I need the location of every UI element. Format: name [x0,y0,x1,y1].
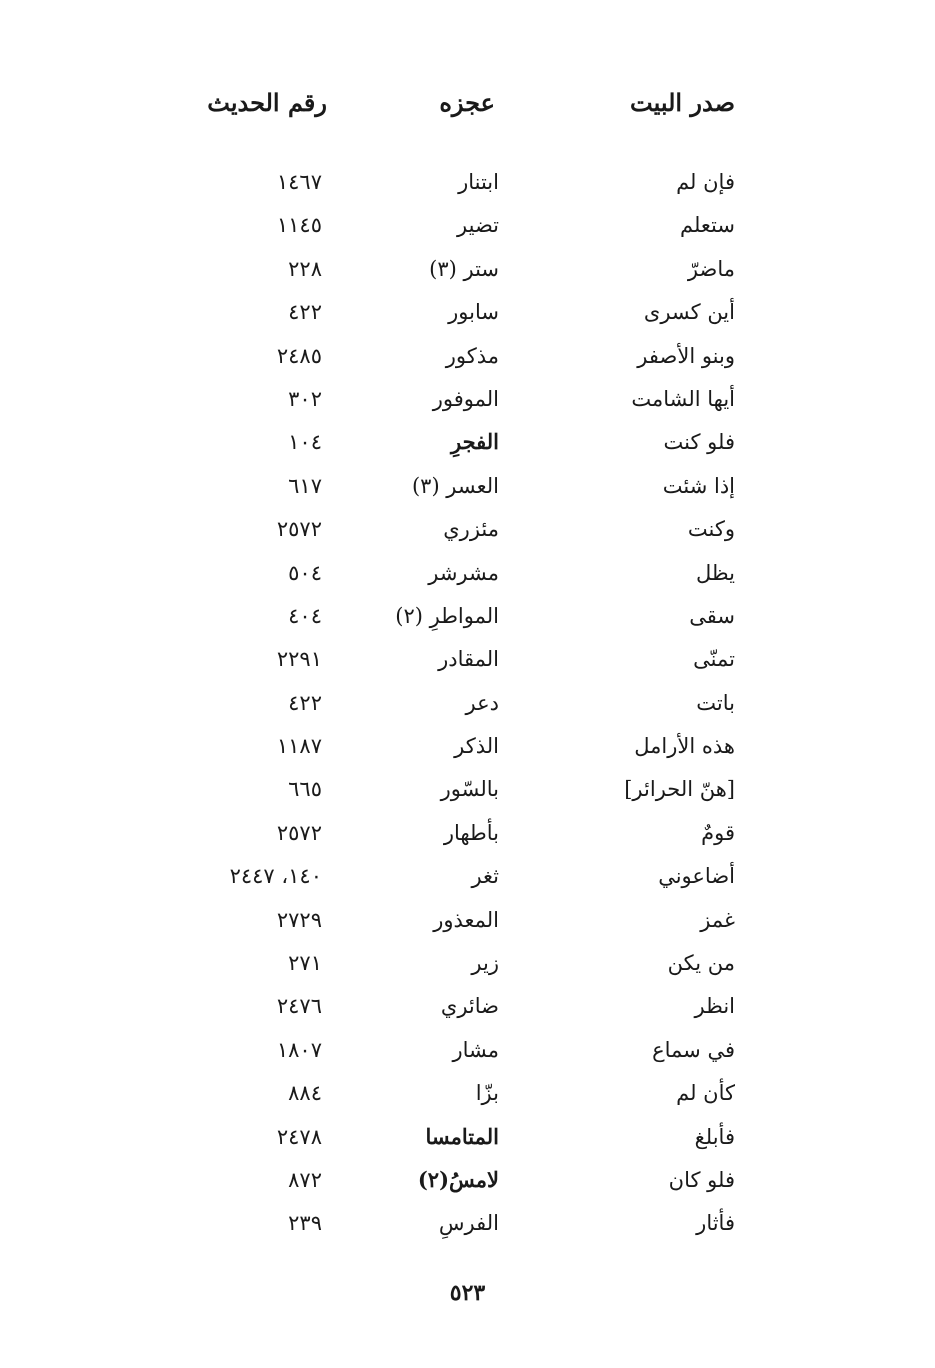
cell-sadr: في سماع [652,1037,735,1062]
table-row [0,641,935,684]
cell-sadr: ماضرّ [687,256,735,281]
table-row [0,1119,935,1162]
cell-sadr: إذا شئت [662,473,735,498]
cell-sadr: وبنو الأصفر [637,343,735,368]
cell-hadith-number: ٤٠٤ [288,603,322,628]
table-row [0,555,935,598]
cell-ajz: ابتنار [458,170,499,194]
cell-ajz: دعر [465,690,499,715]
table-header [0,88,935,128]
cell-ajz: المتامسا [425,1123,499,1149]
cell-sadr: من يكن [667,951,735,976]
cell-hadith-number: ٢٥٧٢ [276,820,322,845]
cell-hadith-number: ٥٠٤ [288,560,322,585]
table-row [0,771,935,814]
cell-ajz: بزّا [475,1081,499,1106]
cell-sadr: ستعلم [680,213,735,238]
table-row [0,988,935,1031]
cell-hadith-number: ١٤٦٧ [276,170,322,194]
cell-hadith-number: ٦١٧ [288,473,322,498]
cell-hadith-number: ٨٨٤ [288,1081,322,1106]
cell-ajz: مذكور [445,343,499,368]
table-row [0,251,935,294]
cell-sadr: غمز [700,907,735,932]
cell-ajz: بأطهار [443,820,499,845]
cell-ajz: تضير [457,213,499,238]
cell-hadith-number: ١٤٠، ٢٤٤٧ [229,864,322,889]
cell-ajz: مئزري [443,517,499,542]
cell-hadith-number: ٢٢٩١ [276,647,322,672]
cell-ajz: مشرشر [428,560,499,585]
table-row [0,598,935,641]
table-row [0,424,935,467]
cell-hadith-number: ٤٢٢ [288,300,322,325]
cell-hadith-number: ٢٧١ [288,951,322,976]
cell-ajz: الفرسِ [438,1211,499,1236]
table-row [0,1075,935,1118]
cell-hadith-number: ٣٠٢ [288,386,322,411]
cell-sadr: هذه الأرامل [634,734,735,759]
cell-hadith-number: ٢٤٧٨ [276,1124,322,1149]
header-ajz: عجزه [439,88,495,117]
cell-hadith-number: ٦٦٥ [288,777,322,802]
cell-ajz: ستر (٣) [429,256,499,281]
cell-sadr: فإن لم [676,170,735,194]
cell-sadr: أيها الشامت [631,386,735,411]
cell-sadr: قومٌ [701,820,735,845]
table-row [0,381,935,424]
page-number: ٥٢٣ [449,1280,486,1306]
cell-hadith-number: ٤٢٢ [288,690,322,715]
table-row [0,511,935,554]
cell-hadith-number: ١١٤٥ [276,213,322,238]
table-row [0,1205,935,1248]
cell-sadr: تمنّى [693,647,735,672]
cell-sadr: يظل [696,560,735,585]
cell-hadith-number: ٢٢٨ [288,256,322,281]
cell-ajz: الذكر [454,734,499,759]
table-row [0,945,935,988]
table-row [0,294,935,337]
cell-hadith-number: ٢٧٢٩ [276,907,322,932]
header-sadr: صدر البيت [630,88,735,117]
cell-ajz: سابور [448,300,499,325]
header-hadith-number: رقم الحديث [207,88,327,117]
cell-sadr: أضاعوني [658,864,735,889]
cell-sadr: فأثار [696,1211,735,1236]
cell-hadith-number: ١٠٤ [288,430,322,455]
cell-sadr: باتت [696,690,735,715]
cell-ajz: زير [471,951,499,976]
cell-hadith-number: ١٨٠٧ [276,1037,322,1062]
cell-sadr: فلو كان [668,1167,735,1192]
table-row [0,685,935,728]
table-row [0,858,935,901]
cell-sadr: سقى [689,603,735,628]
cell-sadr: أين كسرى [643,300,735,325]
table-body [0,164,935,1249]
table-row [0,728,935,771]
cell-sadr: كأن لم [676,1081,735,1106]
cell-ajz: العسر (٣) [411,473,499,498]
table-row [0,468,935,511]
table-row [0,1032,935,1075]
cell-hadith-number: ١١٨٧ [276,734,322,759]
cell-ajz: الموفور [432,386,499,411]
cell-ajz: ثغر [471,864,499,889]
table-row [0,338,935,381]
table-row [0,1162,935,1205]
cell-sadr: انظر [694,994,735,1019]
cell-sadr: [هنّ الحرائر] [624,777,735,802]
table-row [0,207,935,250]
cell-sadr: فأبلغ [694,1124,735,1149]
cell-ajz: الفجرِ [451,429,499,455]
cell-ajz: المقادر [438,647,499,672]
cell-ajz: المواطرِ (٢) [395,603,499,628]
cell-hadith-number: ٢٣٩ [288,1211,322,1236]
cell-hadith-number: ٨٧٢ [288,1167,322,1192]
cell-hadith-number: ٢٥٧٢ [276,517,322,542]
cell-ajz: ضائري [440,994,499,1019]
cell-sadr: فلو كنت [663,430,735,455]
table-row [0,164,935,207]
cell-hadith-number: ٢٤٨٥ [276,343,322,368]
table-row [0,815,935,858]
cell-ajz: المعذور [433,907,499,932]
cell-ajz: مشار [452,1037,499,1062]
cell-sadr: وكنت [687,517,735,542]
table-row [0,902,935,945]
cell-ajz: بالسّور [440,777,499,802]
cell-hadith-number: ٢٤٧٦ [276,994,322,1019]
cell-ajz: لامسُ(٢) [417,1166,499,1192]
